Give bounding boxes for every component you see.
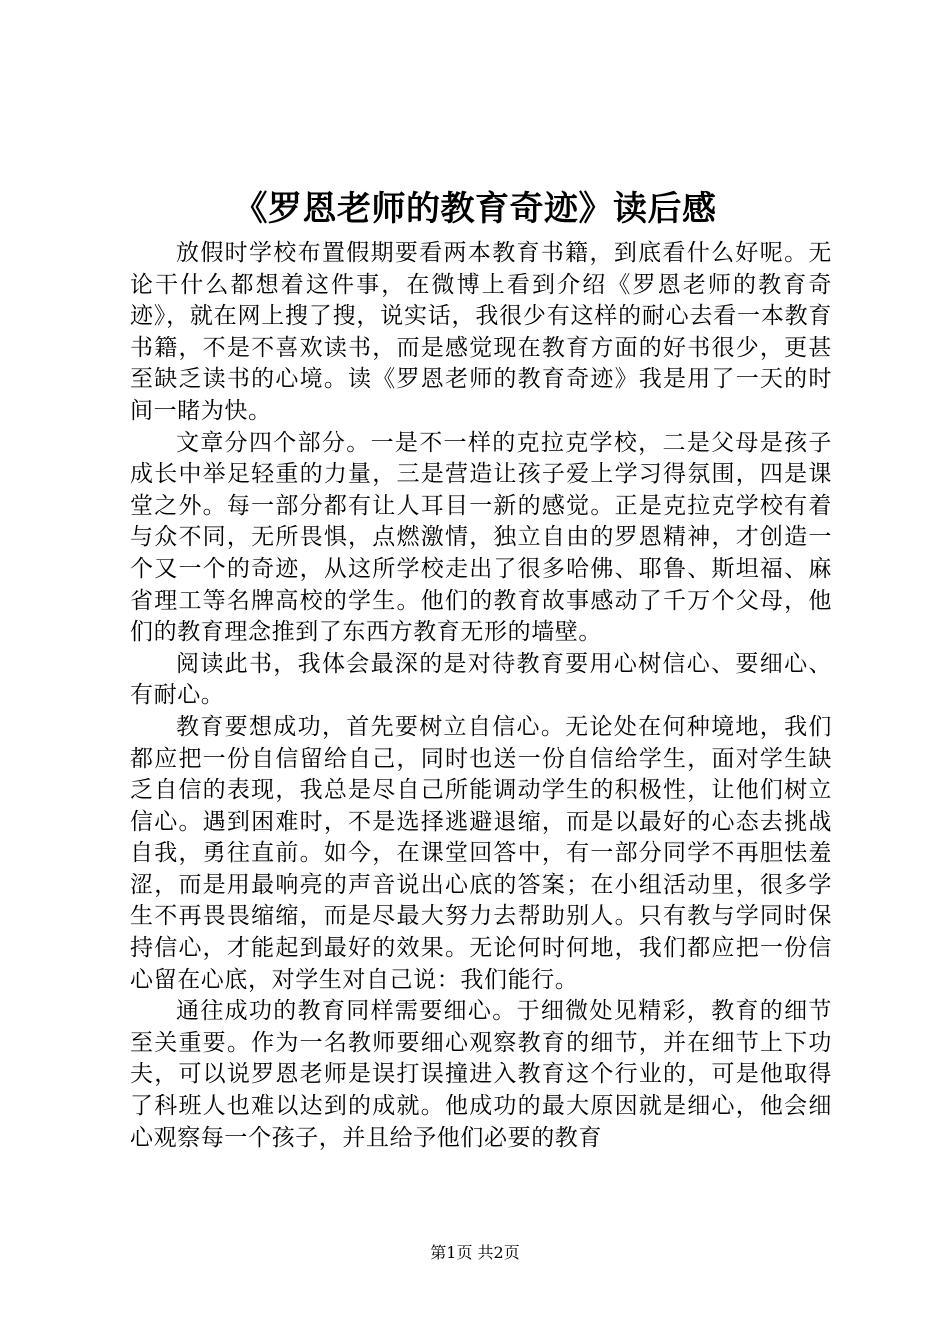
page-number-footer: 第1页 共2页 bbox=[430, 1243, 520, 1262]
paragraph-3: 阅读此书，我体会最深的是对待教育要用心树信心、要细心、有耐心。 bbox=[130, 650, 832, 709]
paragraph-5: 通往成功的教育同样需要细心。于细微处见精彩，教育的细节至关重要。作为一名教师要细心观察教育的细节，并在细节上下功夫，可以说罗恩老师是误打误撞进入教育这个行业的，可是他取得了科班人也难以达到的成就。他成功的最大原因就是细心，他会细心观察每一个孩子，并且给予他们必要的教育 bbox=[130, 998, 832, 1151]
paragraph-1: 放假时学校布置假期要看两本教育书籍，到底看什么好呢。无论干什么都想着这件事，在微博上看到介绍《罗恩老师的教育奇迹》，就在网上搜了搜，说实话，我很少有这样的耐心去看一本教育书籍，不是不喜欢读书，而是感觉现在教育方面的好书很少，更甚至缺乏读书的心境。读《罗恩老师的教育奇迹》我是用了一天的时间一睹为快。 bbox=[130, 240, 832, 424]
paragraph-2: 文章分四个部分。一是不一样的克拉克学校，二是父母是孩子成长中举足轻重的力量，三是营造让孩子爱上学习得氛围，四是课堂之外。每一部分都有让人耳目一新的感觉。正是克拉克学校有着与众不同，无所畏惧，点燃激情，独立自由的罗恩精神，才创造一个又一个的奇迹，从这所学校走出了很多哈佛、耶鲁、斯坦福、麻省理工等名牌高校的学生。他们的教育故事感动了千万个父母，他们的教育理念推到了东西方教育无形的墙壁。 bbox=[130, 429, 832, 646]
document-title: 《罗恩老师的教育奇迹》读后感 bbox=[233, 189, 717, 229]
document-body bbox=[130, 238, 832, 1154]
paragraph-4: 教育要想成功，首先要树立自信心。无论处在何种境地，我们都应把一份自信留给自己，同时也送一份自信给学生，面对学生缺乏自信的表现，我总是尽自己所能调动学生的积极性，让他们树立信心。遇到困难时，不是选择逃避退缩，而是以最好的心态去挑战自我，勇往直前。如今，在课堂回答中，有一部分同学不再胆怯羞涩，而是用最响亮的声音说出心底的答案；在小组活动里，很多学生不再畏畏缩缩，而是尽最大努力去帮助别人。只有教与学同时保持信心，才能起到最好的效果。无论何时何地，我们都应把一份信心留在心底，对学生对自己说：我们能行。 bbox=[130, 713, 832, 993]
